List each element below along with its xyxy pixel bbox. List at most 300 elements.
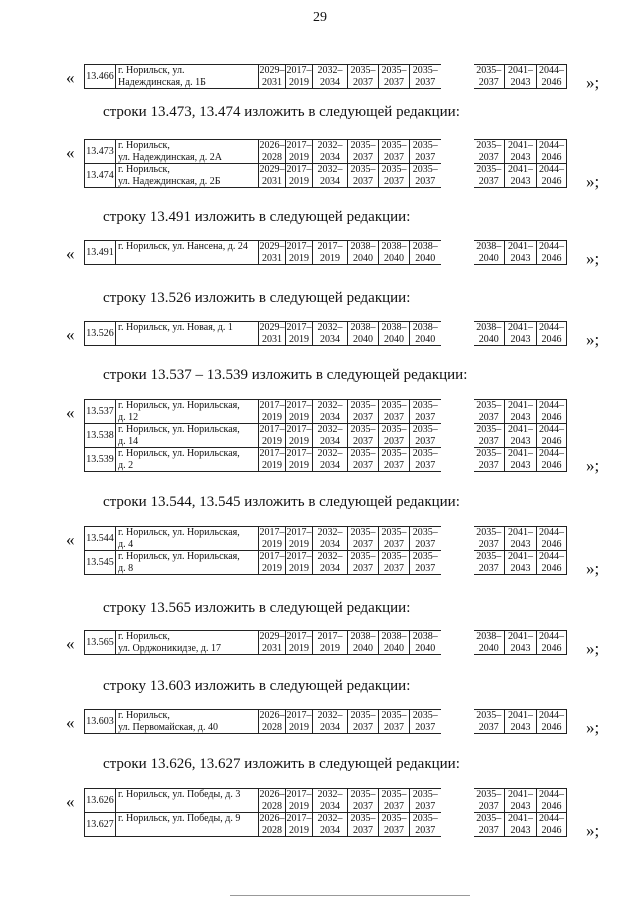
- cell-text: 2019: [262, 562, 282, 574]
- year-range-cell: [505, 813, 537, 837]
- row-number-cell: [85, 448, 116, 472]
- cell-text: 2017–: [286, 631, 312, 642]
- empty-cell: [441, 400, 474, 424]
- year-range-cell: [537, 631, 567, 655]
- cell-text: 2044–: [539, 322, 564, 333]
- year-range-cell: [379, 241, 410, 265]
- cell-text: 2028: [262, 800, 282, 812]
- year-range-cell: [286, 813, 313, 837]
- cell-text: 2017–: [286, 527, 312, 538]
- year-range-cell: [505, 241, 537, 265]
- cell-text: 2017–: [286, 140, 312, 151]
- cell-text: 2035–: [412, 164, 438, 175]
- empty-cell: [441, 789, 474, 813]
- table-row: [85, 241, 602, 265]
- table-row: [85, 424, 602, 448]
- year-range-cell: [379, 710, 410, 734]
- year-range-cell: [313, 789, 348, 813]
- year-range-cell: [286, 400, 313, 424]
- empty-cell: [441, 241, 474, 265]
- year-range-cell: [537, 448, 567, 472]
- year-range-cell: [259, 164, 286, 188]
- year-range-cell: [259, 322, 286, 346]
- closing-quote: »;: [586, 639, 600, 658]
- year-range-cell: [348, 241, 379, 265]
- year-range-cell: [286, 424, 313, 448]
- cell-text: 2046: [541, 76, 562, 88]
- cell-text: 2041–: [508, 322, 533, 333]
- cell-text: 2019: [289, 175, 309, 187]
- cell-text: 2035–: [350, 527, 376, 538]
- row-number-cell: [85, 400, 116, 424]
- cell-text: 2040: [415, 642, 436, 654]
- address-cell: [116, 631, 259, 655]
- year-range-cell: [348, 140, 379, 164]
- cell-text: 2019: [289, 538, 309, 550]
- cell-text: 2043: [510, 175, 531, 187]
- cell-text: 2019: [262, 459, 282, 471]
- cell-text: 2017–: [286, 164, 312, 175]
- year-range-cell: [313, 65, 348, 89]
- cell-text: 2017–: [286, 241, 312, 252]
- address-cell: [116, 789, 259, 813]
- cell-text: 2035–: [350, 65, 376, 76]
- closing-quote: »;: [586, 821, 600, 840]
- address-cell: [116, 164, 259, 188]
- row-number: 13.544: [86, 532, 114, 544]
- opening-quote: «: [66, 530, 75, 549]
- cell-text: 2040: [353, 642, 373, 654]
- address-cell: [116, 322, 259, 346]
- schedule-table: [84, 321, 602, 349]
- schedule-table: [84, 709, 602, 737]
- year-range-cell: [313, 551, 348, 575]
- row-number-cell: [85, 813, 116, 837]
- year-range-cell: [348, 322, 379, 346]
- amendment-heading: строки 13.626, 13.627 изложить в следующей редакции:: [103, 756, 460, 772]
- cell-text: г. Норильск, ул. Победы, д. 9: [118, 813, 241, 824]
- cell-text: 2038–: [350, 631, 376, 642]
- schedule-table: [84, 526, 602, 578]
- cell-text: г. Норильск, ул. Норильская,: [118, 400, 240, 411]
- year-range-cell: [313, 241, 348, 265]
- cell-text: 2035–: [381, 448, 407, 459]
- year-range-cell: [313, 322, 348, 346]
- cell-text: 2034: [320, 175, 340, 187]
- empty-cell: [441, 813, 474, 837]
- empty-cell: [441, 140, 474, 164]
- cell-text: 2035–: [350, 789, 376, 800]
- cell-text: 2037: [384, 435, 404, 447]
- cell-text: ул. Орджоникидзе, д. 17: [118, 642, 221, 654]
- empty-cell: [441, 527, 474, 551]
- cell-text: 2037: [415, 824, 436, 836]
- empty-cell: [441, 631, 474, 655]
- schedule-table: [84, 399, 602, 475]
- cell-text: 2037: [478, 175, 499, 187]
- cell-text: 2035–: [476, 140, 502, 151]
- cell-text: 2044–: [539, 448, 564, 459]
- year-range-cell: [348, 164, 379, 188]
- year-range-cell: [379, 164, 410, 188]
- cell-text: 2044–: [539, 241, 564, 252]
- year-range-cell: [259, 424, 286, 448]
- cell-text: 2034: [320, 562, 340, 574]
- cell-text: 2038–: [381, 322, 407, 333]
- year-range-cell: [313, 710, 348, 734]
- empty-cell: [441, 65, 474, 89]
- cell-text: Надеждинская, д. 1Б: [118, 76, 206, 88]
- year-range-cell: [410, 65, 441, 89]
- cell-text: 2044–: [539, 424, 564, 435]
- cell-text: 2041–: [508, 65, 533, 76]
- cell-text: 2037: [415, 800, 436, 812]
- cell-text: 2035–: [350, 140, 376, 151]
- cell-text: 2037: [478, 76, 499, 88]
- address-cell: [116, 65, 259, 89]
- amendment-heading: строку 13.565 изложить в следующей редакции:: [103, 600, 411, 616]
- row-number: 13.474: [86, 169, 114, 181]
- cell-text: 2017–: [286, 710, 312, 721]
- year-range-cell: [259, 813, 286, 837]
- cell-text: 2017–: [286, 813, 312, 824]
- cell-text: 2017–: [286, 789, 312, 800]
- cell-text: 2037: [384, 824, 404, 836]
- cell-text: 2037: [415, 538, 436, 550]
- cell-text: 2034: [320, 800, 340, 812]
- cell-text: 2046: [541, 562, 562, 574]
- cell-text: 2035–: [412, 65, 438, 76]
- address-cell: [116, 813, 259, 837]
- cell-text: 2038–: [412, 322, 438, 333]
- cell-text: д. 2: [118, 459, 134, 471]
- table-row: [85, 813, 602, 837]
- cell-text: 2043: [510, 800, 531, 812]
- cell-text: 2035–: [476, 164, 502, 175]
- cell-text: 2029–: [259, 241, 285, 252]
- year-range-cell: [410, 164, 441, 188]
- cell-text: 2041–: [508, 400, 533, 411]
- cell-text: 2031: [262, 642, 282, 654]
- year-range-cell: [410, 322, 441, 346]
- cell-text: 2034: [320, 333, 340, 345]
- cell-text: 2034: [320, 721, 340, 733]
- cell-text: 2041–: [508, 527, 533, 538]
- cell-text: 2043: [510, 333, 531, 345]
- cell-text: 2019: [289, 800, 309, 812]
- address-cell: [116, 551, 259, 575]
- cell-text: 2037: [353, 76, 373, 88]
- year-range-cell: [259, 527, 286, 551]
- year-range-cell: [379, 65, 410, 89]
- cell-text: 2032–: [317, 65, 343, 76]
- opening-quote: «: [66, 325, 75, 344]
- cell-text: 2037: [353, 538, 373, 550]
- table-row: [85, 164, 602, 188]
- opening-quote: «: [66, 68, 75, 87]
- row-number: 13.603: [86, 715, 114, 727]
- cell-text: г. Норильск,: [118, 631, 170, 642]
- cell-text: 2032–: [317, 527, 343, 538]
- year-range-cell: [537, 527, 567, 551]
- cell-text: 2037: [415, 459, 436, 471]
- cell-text: 2017–: [259, 424, 285, 435]
- year-range-cell: [379, 140, 410, 164]
- cell-text: 2037: [478, 151, 499, 163]
- closing-quote: »;: [586, 73, 600, 92]
- row-number-cell: [85, 140, 116, 164]
- year-range-cell: [259, 400, 286, 424]
- cell-text: 2041–: [508, 631, 533, 642]
- year-range-cell: [313, 424, 348, 448]
- cell-text: 2041–: [508, 710, 533, 721]
- cell-text: 2017–: [286, 322, 312, 333]
- year-range-cell: [379, 322, 410, 346]
- cell-text: 2028: [262, 151, 282, 163]
- cell-text: 2038–: [381, 241, 407, 252]
- cell-text: г. Норильск, ул. Нансена, д. 24: [118, 241, 248, 252]
- cell-text: 2034: [320, 435, 340, 447]
- cell-text: 2043: [510, 562, 531, 574]
- cell-text: 2040: [384, 642, 404, 654]
- year-range-cell: [474, 164, 505, 188]
- closing-quote: »;: [586, 718, 600, 737]
- year-range-cell: [379, 400, 410, 424]
- year-range-cell: [410, 710, 441, 734]
- address-cell: [116, 424, 259, 448]
- cell-text: 2017–: [259, 448, 285, 459]
- cell-text: 2035–: [476, 789, 502, 800]
- cell-text: 2029–: [259, 164, 285, 175]
- year-range-cell: [537, 140, 567, 164]
- year-range-cell: [259, 140, 286, 164]
- cell-text: 2031: [262, 175, 282, 187]
- cell-text: 2032–: [317, 448, 343, 459]
- cell-text: 2032–: [317, 710, 343, 721]
- row-number-cell: [85, 710, 116, 734]
- cell-text: 2046: [541, 151, 562, 163]
- year-range-cell: [286, 65, 313, 89]
- year-range-cell: [410, 789, 441, 813]
- cell-text: 2038–: [476, 631, 502, 642]
- cell-text: 2017–: [286, 424, 312, 435]
- year-range-cell: [348, 65, 379, 89]
- cell-text: 2029–: [259, 65, 285, 76]
- cell-text: 2035–: [476, 448, 502, 459]
- table-row: [85, 322, 602, 346]
- cell-text: 2034: [320, 411, 340, 423]
- cell-text: 2034: [320, 538, 340, 550]
- cell-text: 2041–: [508, 140, 533, 151]
- cell-text: 2044–: [539, 710, 564, 721]
- closing-quote: »;: [586, 559, 600, 578]
- year-range-cell: [505, 65, 537, 89]
- cell-text: 2035–: [381, 400, 407, 411]
- cell-text: 2043: [510, 76, 531, 88]
- cell-text: 2037: [478, 459, 499, 471]
- cell-text: 2038–: [476, 322, 502, 333]
- cell-text: 2035–: [381, 140, 407, 151]
- row-number: 13.626: [86, 794, 114, 806]
- cell-text: 2041–: [508, 424, 533, 435]
- cell-text: 2046: [541, 800, 562, 812]
- year-range-cell: [348, 813, 379, 837]
- cell-text: 2031: [262, 252, 282, 264]
- year-range-cell: [348, 448, 379, 472]
- opening-quote: «: [66, 143, 75, 162]
- cell-text: 2038–: [476, 241, 502, 252]
- cell-text: ул. Надеждинская, д. 2А: [118, 151, 222, 163]
- table-row: [85, 527, 602, 551]
- amendment-heading: строку 13.526 изложить в следующей редакции:: [103, 290, 411, 306]
- cell-text: 2041–: [508, 813, 533, 824]
- schedule-table: [84, 788, 602, 840]
- cell-text: 2035–: [412, 140, 438, 151]
- year-range-cell: [537, 400, 567, 424]
- cell-text: 2032–: [317, 813, 343, 824]
- year-range-cell: [537, 789, 567, 813]
- cell-text: 2034: [320, 824, 340, 836]
- year-range-cell: [313, 813, 348, 837]
- opening-quote: «: [66, 403, 75, 422]
- cell-text: 2035–: [412, 551, 438, 562]
- table-row: [85, 400, 602, 424]
- row-number: 13.545: [86, 556, 114, 568]
- cell-text: 2037: [384, 411, 404, 423]
- cell-text: 2017–: [317, 241, 343, 252]
- opening-quote: «: [66, 792, 75, 811]
- cell-text: 2019: [289, 252, 309, 264]
- year-range-cell: [379, 789, 410, 813]
- cell-text: 2037: [478, 824, 499, 836]
- year-range-cell: [537, 241, 567, 265]
- cell-text: 2034: [320, 76, 340, 88]
- cell-text: д. 14: [118, 435, 139, 447]
- cell-text: 2040: [478, 252, 499, 264]
- cell-text: 2026–: [259, 140, 285, 151]
- cell-text: 2029–: [259, 631, 285, 642]
- cell-text: 2043: [510, 824, 531, 836]
- table-row: [85, 631, 602, 655]
- cell-text: 2035–: [476, 424, 502, 435]
- cell-text: 2046: [541, 175, 562, 187]
- cell-text: 2044–: [539, 631, 564, 642]
- cell-text: 2044–: [539, 789, 564, 800]
- year-range-cell: [474, 400, 505, 424]
- cell-text: 2026–: [259, 710, 285, 721]
- cell-text: 2019: [289, 151, 309, 163]
- cell-text: 2037: [384, 721, 404, 733]
- year-range-cell: [410, 813, 441, 837]
- cell-text: 2044–: [539, 813, 564, 824]
- cell-text: 2017–: [259, 551, 285, 562]
- schedule-table: [84, 139, 602, 191]
- cell-text: г. Норильск, ул.: [118, 65, 185, 76]
- cell-text: д. 12: [118, 411, 139, 423]
- cell-text: 2019: [320, 252, 340, 264]
- empty-cell: [567, 789, 602, 813]
- row-number-cell: [85, 65, 116, 89]
- amendment-heading: строку 13.491 изложить в следующей редакции:: [103, 209, 411, 225]
- cell-text: 2044–: [539, 140, 564, 151]
- year-range-cell: [474, 241, 505, 265]
- year-range-cell: [410, 448, 441, 472]
- cell-text: 2037: [384, 538, 404, 550]
- cell-text: д. 4: [118, 538, 134, 550]
- cell-text: 2017–: [317, 631, 343, 642]
- cell-text: г. Норильск, ул. Норильская,: [118, 424, 240, 435]
- cell-text: 2032–: [317, 551, 343, 562]
- year-range-cell: [259, 710, 286, 734]
- schedule-table: [84, 64, 602, 92]
- row-number: 13.473: [86, 145, 114, 157]
- amendment-heading: строки 13.473, 13.474 изложить в следующей редакции:: [103, 104, 460, 120]
- year-range-cell: [505, 140, 537, 164]
- cell-text: 2040: [478, 642, 499, 654]
- cell-text: 2019: [289, 642, 309, 654]
- year-range-cell: [505, 789, 537, 813]
- cell-text: 2019: [262, 411, 282, 423]
- year-range-cell: [313, 527, 348, 551]
- cell-text: ул. Первомайская, д. 40: [118, 721, 218, 733]
- cell-text: 2017–: [259, 527, 285, 538]
- year-range-cell: [286, 710, 313, 734]
- table-row: [85, 140, 602, 164]
- cell-text: 2041–: [508, 789, 533, 800]
- address-cell: [116, 400, 259, 424]
- empty-cell: [567, 424, 602, 448]
- year-range-cell: [379, 813, 410, 837]
- cell-text: 2035–: [350, 164, 376, 175]
- cell-text: 2046: [541, 411, 562, 423]
- year-range-cell: [379, 551, 410, 575]
- row-number: 13.538: [86, 429, 114, 441]
- table-row: [85, 65, 602, 89]
- row-number-cell: [85, 631, 116, 655]
- amendment-heading: строку 13.603 изложить в следующей редакции:: [103, 678, 411, 694]
- year-range-cell: [474, 551, 505, 575]
- year-range-cell: [537, 164, 567, 188]
- cell-text: 2037: [353, 800, 373, 812]
- cell-text: 2037: [478, 721, 499, 733]
- cell-text: 2037: [353, 411, 373, 423]
- cell-text: 2028: [262, 721, 282, 733]
- year-range-cell: [505, 400, 537, 424]
- cell-text: 2031: [262, 76, 282, 88]
- year-range-cell: [348, 551, 379, 575]
- amendment-heading: строки 13.544, 13.545 изложить в следующей редакции:: [103, 494, 460, 510]
- cell-text: 2026–: [259, 813, 285, 824]
- cell-text: 2037: [415, 175, 436, 187]
- cell-text: 2032–: [317, 164, 343, 175]
- cell-text: 2035–: [381, 551, 407, 562]
- cell-text: 2017–: [286, 65, 312, 76]
- cell-text: 2032–: [317, 400, 343, 411]
- row-number-cell: [85, 527, 116, 551]
- page-number: 29: [313, 10, 327, 25]
- year-range-cell: [505, 631, 537, 655]
- cell-text: 2037: [384, 562, 404, 574]
- row-number-cell: [85, 551, 116, 575]
- cell-text: 2040: [384, 333, 404, 345]
- cell-text: 2017–: [286, 448, 312, 459]
- year-range-cell: [286, 527, 313, 551]
- year-range-cell: [505, 322, 537, 346]
- year-range-cell: [259, 448, 286, 472]
- cell-text: 2040: [384, 252, 404, 264]
- year-range-cell: [537, 551, 567, 575]
- year-range-cell: [286, 789, 313, 813]
